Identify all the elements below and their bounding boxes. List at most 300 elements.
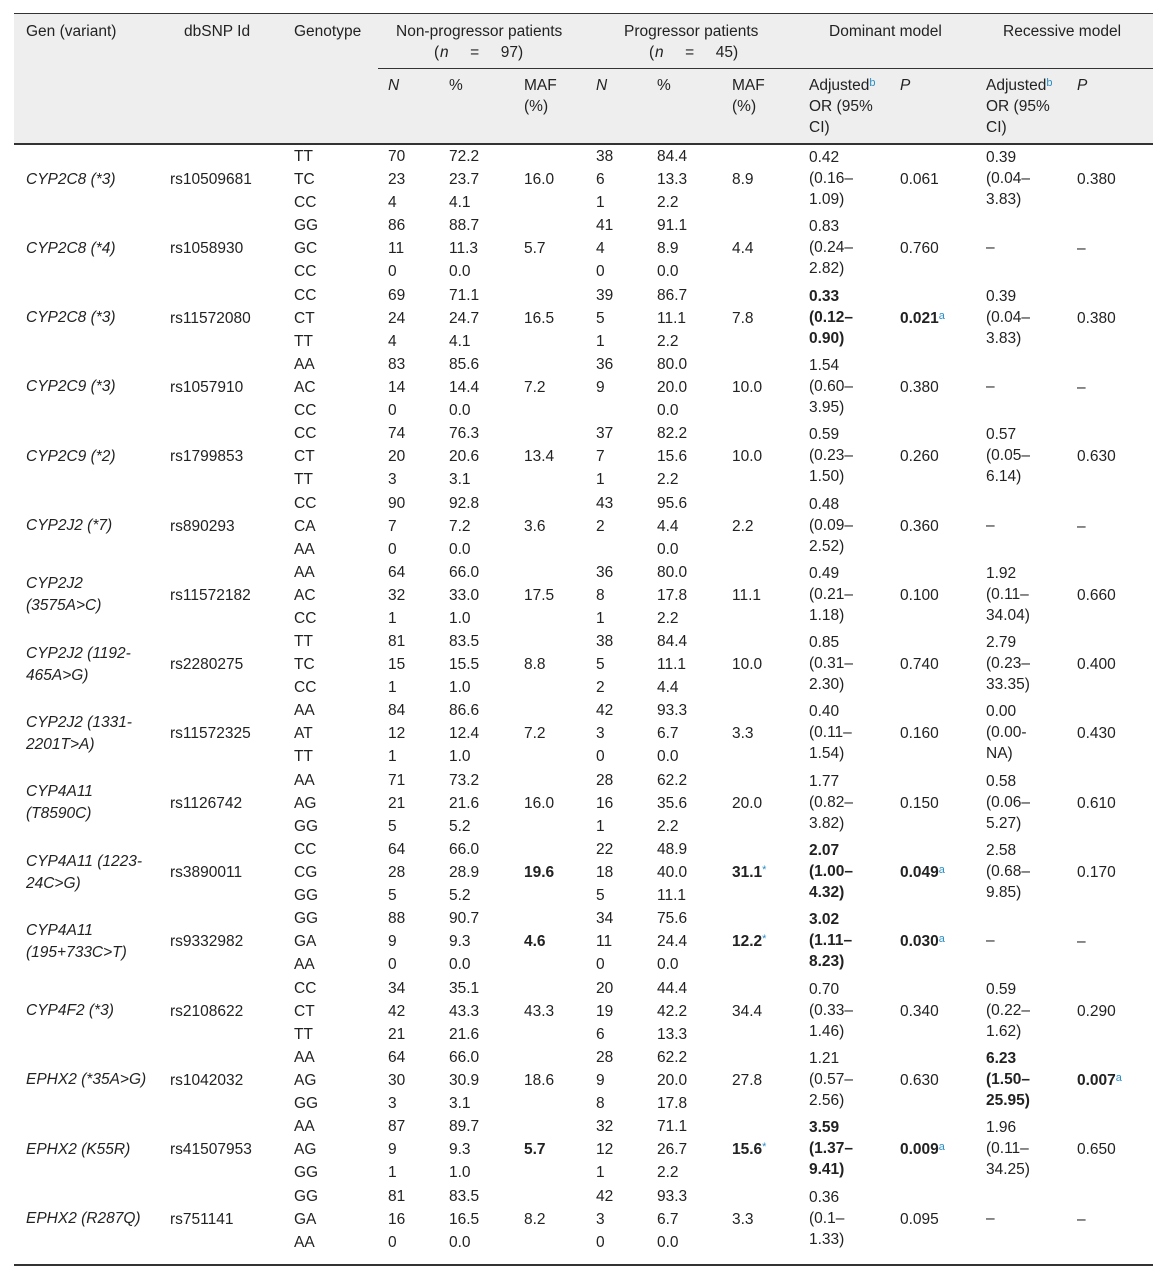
dominant-or: 8.23) — [809, 953, 845, 971]
cell-g: CC — [294, 194, 317, 211]
dominant-or: (0.1– — [809, 1209, 845, 1227]
top-rule — [14, 13, 1153, 14]
maf-prog — [732, 168, 754, 191]
recessive-p — [1077, 1208, 1086, 1231]
cell-nN: 23 — [388, 171, 406, 188]
table-row — [0, 769, 1153, 838]
recessive-p — [1077, 792, 1116, 815]
cell-nP: 0.0 — [449, 1233, 471, 1251]
maf-nonprog — [524, 445, 554, 468]
table-row — [0, 1185, 1153, 1254]
maf-prog-value: 34.4 — [732, 1002, 763, 1020]
recessive-p-value: 0.650 — [1077, 1141, 1116, 1159]
cell-nN: 4 — [388, 194, 397, 211]
cell-pN: 36 — [596, 563, 614, 581]
cell-g: CC — [294, 841, 317, 858]
gene-variant: CYP2C9 (*3) — [26, 378, 116, 396]
cell-nP: 5.2 — [449, 887, 471, 904]
dominant-or: 0.83 — [809, 218, 840, 236]
recessive-p-value: 0.400 — [1077, 656, 1116, 674]
maf-nonprog — [524, 861, 554, 884]
cell-pP: 2.2 — [657, 471, 679, 489]
col-dom-p: P — [900, 77, 911, 94]
cell-pP: 17.8 — [657, 586, 688, 604]
dominant-or: 2.56) — [809, 1091, 845, 1109]
cell-pN: 1 — [596, 194, 605, 211]
adj-label: Adjusted — [986, 77, 1047, 94]
cell-pP: 35.6 — [657, 794, 688, 812]
maf-nonprog — [524, 584, 554, 607]
dominant-or: (0.60– — [809, 377, 853, 395]
cell-pN: 6 — [596, 171, 605, 188]
cell-g: GG — [294, 910, 319, 928]
cell-nP: 66.0 — [449, 1048, 480, 1066]
cell-nN: 3 — [388, 1094, 397, 1112]
dominant-p-value: 0.095 — [900, 1210, 939, 1228]
maf-prog-value: 10.0 — [732, 656, 763, 674]
gene-variant: CYP4A11 (195+733C>T) — [26, 921, 127, 961]
maf-prog — [732, 515, 754, 538]
dominant-p-value: 0.160 — [900, 725, 939, 743]
cell-nP: 76.3 — [449, 425, 480, 443]
recessive-or: (0.68– — [986, 863, 1030, 880]
maf-prog — [732, 1000, 762, 1023]
footnote-star: * — [762, 1141, 767, 1154]
cell-nP: 92.8 — [449, 494, 480, 512]
cell-pN: 38 — [596, 148, 614, 165]
cell-g: GA — [294, 1210, 317, 1228]
dbsnp-id: rs751141 — [170, 1210, 234, 1228]
cell-nN: 74 — [388, 425, 406, 443]
dominant-or: 0.70 — [809, 980, 840, 998]
dominant-or: 1.54 — [809, 356, 840, 374]
cell-pN: 0 — [596, 263, 605, 281]
dominant-or: 1.09) — [809, 191, 845, 208]
cell-g: AC — [294, 586, 316, 604]
recessive-or: – — [986, 1209, 995, 1227]
col-rec-or-3: CI) — [986, 119, 1007, 136]
recessive-or: 0.39 — [986, 149, 1017, 166]
cell-pP: 0.0 — [657, 956, 679, 974]
cell-nP: 28.9 — [449, 864, 480, 881]
col-maf-prog-unit: (%) — [732, 98, 757, 115]
col-dom-or — [809, 75, 875, 96]
dominant-p — [900, 168, 939, 191]
cell-pP: 2.2 — [657, 194, 679, 211]
cell-pN: 1 — [596, 1164, 605, 1182]
cell-nP: 11.3 — [449, 240, 479, 258]
gene-variant: CYP2C8 (*3) — [26, 170, 116, 188]
cell-pP: 13.3 — [657, 171, 688, 188]
cell-pN: 18 — [596, 864, 614, 881]
cell-nP: 24.7 — [449, 309, 480, 327]
cell-pP: 0.0 — [657, 1233, 679, 1251]
cell-nP: 3.1 — [449, 471, 471, 489]
table-row — [0, 353, 1153, 422]
n-value: 45 — [715, 44, 734, 61]
n-label: n — [440, 44, 449, 61]
n-equals: = — [470, 44, 480, 61]
maf-prog — [732, 1208, 754, 1231]
cell-g: CT — [294, 448, 315, 466]
col-rec-p: P — [1077, 77, 1088, 94]
cell-pP: 0.0 — [657, 748, 679, 766]
table-row — [0, 977, 1153, 1046]
cell-g: CC — [294, 401, 317, 419]
cell-pP: 24.4 — [657, 933, 688, 951]
footnote-b: b — [1046, 77, 1053, 89]
cell-nP: 0.0 — [449, 401, 471, 419]
dominant-p — [900, 584, 939, 607]
cell-pP: 84.4 — [657, 148, 688, 165]
maf-prog-value: 31.1 — [732, 864, 763, 881]
cell-g: AA — [294, 1233, 315, 1251]
cell-g: GA — [294, 933, 317, 951]
maf-nonprog-value: 4.6 — [524, 933, 546, 951]
cell-g: CT — [294, 309, 315, 327]
dominant-or: 0.59 — [809, 426, 840, 444]
maf-nonprog — [524, 1208, 546, 1231]
dominant-p — [900, 930, 945, 953]
dominant-or: 0.85 — [809, 634, 840, 652]
maf-prog — [732, 376, 762, 399]
gene-variant: EPHX2 (R287Q) — [26, 1210, 141, 1227]
dbsnp-id: rs10509681 — [170, 171, 252, 188]
cell-pP: 71.1 — [657, 1118, 688, 1136]
cell-nP: 72.2 — [449, 148, 480, 165]
table-row — [0, 1046, 1153, 1115]
cell-pP: 2.2 — [657, 1164, 679, 1182]
cell-pN: 42 — [596, 1187, 614, 1205]
dominant-or: 2.30) — [809, 676, 845, 694]
cell-nN: 20 — [388, 448, 406, 466]
dominant-or: 1.77 — [809, 772, 840, 790]
dominant-p-value: 0.260 — [900, 448, 939, 466]
dominant-p-value: 0.630 — [900, 1071, 939, 1089]
maf-nonprog-value: 8.2 — [524, 1210, 546, 1228]
cell-pP: 48.9 — [657, 841, 688, 858]
recessive-or: 33.35) — [986, 676, 1030, 694]
cell-nN: 32 — [388, 586, 406, 604]
cell-g: CC — [294, 609, 317, 627]
cell-nP: 43.3 — [449, 1002, 480, 1020]
footnote-a: a — [938, 309, 945, 322]
recessive-p-value: 0.630 — [1077, 448, 1116, 466]
dominant-p-value: 0.021 — [900, 309, 939, 327]
cell-nN: 0 — [388, 401, 397, 419]
footnote-a: a — [938, 864, 945, 876]
recessive-or: 2.58 — [986, 842, 1017, 859]
dominant-or: (0.31– — [809, 655, 853, 673]
cell-nP: 0.0 — [449, 540, 471, 558]
cell-pN: 11 — [596, 933, 613, 951]
dominant-or: 3.02 — [809, 911, 840, 929]
cell-pN: 5 — [596, 309, 605, 327]
footnote-b: b — [869, 77, 876, 89]
cell-pP: 2.2 — [657, 817, 679, 835]
cell-pP: 20.0 — [657, 1071, 688, 1089]
gene-variant: CYP2J2 (1331-2201T>A) — [26, 713, 132, 753]
cell-g: AC — [294, 378, 316, 396]
recessive-or: 1.92 — [986, 564, 1017, 582]
cell-pP: 6.7 — [657, 725, 679, 743]
col-non-progressor: Non-progressor patients — [396, 23, 563, 40]
maf-prog-value: 3.3 — [732, 1210, 754, 1228]
cell-pP: 44.4 — [657, 979, 688, 997]
recessive-p — [1077, 1138, 1116, 1161]
recessive-or: 5.27) — [986, 814, 1022, 832]
cell-pN: 41 — [596, 217, 614, 235]
cell-nN: 4 — [388, 332, 397, 350]
recessive-or: (1.50– — [986, 1070, 1030, 1088]
cell-g: CC — [294, 425, 317, 443]
recessive-or: – — [986, 516, 995, 534]
maf-prog — [732, 1069, 762, 1092]
col-maf-prog: MAF — [732, 77, 765, 94]
recessive-p-value: – — [1077, 1210, 1086, 1228]
recessive-p-value: 0.380 — [1077, 309, 1116, 327]
dominant-or: 2.82) — [809, 260, 845, 278]
cell-pP: 17.8 — [657, 1094, 688, 1112]
non-progressor-n: n = 97) — [440, 44, 524, 61]
cell-g: GG — [294, 817, 319, 835]
cell-nP: 20.6 — [449, 448, 480, 466]
cell-g: GG — [294, 887, 319, 904]
cell-nN: 12 — [388, 725, 406, 743]
recessive-p-value: 0.007 — [1077, 1071, 1116, 1089]
recessive-p — [1077, 722, 1116, 745]
recessive-or: (0.04– — [986, 170, 1030, 187]
col-recessive-model: Recessive model — [1003, 23, 1122, 40]
cell-nN: 81 — [388, 633, 406, 651]
dominant-or: 0.40 — [809, 703, 840, 721]
cell-nP: 86.6 — [449, 702, 480, 720]
cell-g: CC — [294, 494, 317, 512]
cell-pN: 1 — [596, 609, 605, 627]
dominant-or: (0.57– — [809, 1070, 853, 1088]
maf-nonprog — [524, 653, 546, 676]
recessive-p — [1077, 653, 1116, 676]
cell-nN: 0 — [388, 263, 397, 281]
footnote-a: a — [938, 1141, 945, 1154]
dominant-or: 4.32) — [809, 884, 845, 901]
cell-nP: 30.9 — [449, 1071, 480, 1089]
maf-prog-value: 4.4 — [732, 240, 754, 258]
cell-nN: 14 — [388, 378, 406, 396]
cell-nP: 1.0 — [449, 1164, 471, 1182]
col-maf-nonprog-unit: (%) — [524, 98, 549, 115]
recessive-or: 34.04) — [986, 606, 1030, 624]
cell-pN: 43 — [596, 494, 614, 512]
dbsnp-id: rs41507953 — [170, 1141, 252, 1159]
cell-nP: 9.3 — [449, 1141, 471, 1159]
gene-variant: CYP4F2 (*3) — [26, 1002, 114, 1020]
cell-pN: 36 — [596, 355, 614, 373]
dominant-or: 0.49 — [809, 564, 840, 582]
cell-nP: 0.0 — [449, 956, 471, 974]
col-genotype: Genotype — [294, 23, 362, 40]
dominant-or: (0.21– — [809, 585, 853, 603]
recessive-or: – — [986, 932, 995, 950]
cell-g: AG — [294, 794, 317, 812]
dominant-p — [900, 1208, 939, 1231]
maf-nonprog-value: 19.6 — [524, 864, 555, 881]
cell-nP: 1.0 — [449, 748, 471, 766]
dominant-or: 9.41) — [809, 1161, 845, 1179]
maf-prog-value: 27.8 — [732, 1071, 763, 1089]
recessive-p — [1077, 930, 1086, 953]
recessive-p — [1077, 168, 1116, 191]
dominant-or: 1.50) — [809, 468, 845, 486]
cell-nN: 15 — [388, 656, 406, 674]
cell-g: AA — [294, 1118, 315, 1136]
cell-nN: 84 — [388, 702, 406, 720]
cell-nN: 64 — [388, 841, 406, 858]
gene-variant: CYP2C8 (*4) — [26, 239, 116, 257]
cell-nN: 11 — [388, 240, 405, 258]
table-row — [0, 838, 1153, 907]
cell-pP: 15.6 — [657, 448, 688, 466]
dominant-p — [900, 237, 939, 260]
cell-nN: 70 — [388, 148, 406, 165]
dbsnp-id: rs890293 — [170, 517, 235, 535]
cell-pN: 9 — [596, 1071, 605, 1089]
col-pct-prog: % — [657, 77, 671, 94]
dbsnp-id: rs2108622 — [170, 1002, 244, 1020]
maf-nonprog-value: 8.8 — [524, 656, 546, 674]
cell-nP: 89.7 — [449, 1118, 480, 1136]
dominant-p — [900, 1138, 945, 1161]
maf-nonprog — [524, 792, 554, 815]
cell-nP: 83.5 — [449, 1187, 480, 1205]
cell-nP: 0.0 — [449, 263, 471, 281]
cell-nN: 1 — [388, 679, 397, 697]
table-row — [0, 214, 1153, 283]
dominant-or: 1.54) — [809, 745, 845, 763]
cell-nN: 5 — [388, 817, 397, 835]
recessive-or: (0.11– — [986, 585, 1029, 603]
dominant-p — [900, 1000, 939, 1023]
cell-pP: 62.2 — [657, 1048, 688, 1066]
col-n-prog: N — [596, 77, 608, 94]
maf-prog — [732, 861, 766, 884]
cell-pN: 5 — [596, 656, 605, 674]
maf-prog — [732, 792, 762, 815]
maf-prog — [732, 307, 754, 330]
cell-nN: 87 — [388, 1118, 406, 1136]
cell-pP: 40.0 — [657, 864, 688, 881]
cell-g: GC — [294, 240, 318, 258]
paren-open: ( — [649, 44, 655, 61]
dbsnp-id: rs1799853 — [170, 448, 244, 466]
gene-variant: CYP2J2 (*7) — [26, 517, 113, 534]
cell-nP: 21.6 — [449, 794, 480, 812]
cell-g: AA — [294, 771, 315, 789]
cell-pN: 1 — [596, 817, 605, 835]
cell-pP: 95.6 — [657, 494, 688, 512]
dominant-p — [900, 653, 939, 676]
maf-prog — [732, 445, 762, 468]
progressor-n: n = 45) — [655, 44, 739, 61]
maf-nonprog — [524, 1069, 554, 1092]
cell-nP: 33.0 — [449, 586, 480, 604]
cell-nN: 30 — [388, 1071, 406, 1089]
cell-g: GG — [294, 217, 319, 235]
cell-pN: 0 — [596, 956, 605, 974]
cell-pN: 6 — [596, 1025, 605, 1043]
dominant-p — [900, 1069, 939, 1092]
cell-nP: 16.5 — [449, 1210, 480, 1228]
recessive-p-value: 0.610 — [1077, 794, 1116, 812]
cell-g: TC — [294, 656, 315, 674]
cell-nN: 69 — [388, 286, 406, 304]
bottom-rule — [14, 1264, 1153, 1266]
cell-nP: 7.2 — [449, 517, 471, 535]
maf-prog-value: 20.0 — [732, 794, 763, 812]
maf-nonprog — [524, 376, 546, 399]
dominant-or: (0.23– — [809, 447, 853, 465]
dominant-or: 1.33) — [809, 1230, 845, 1248]
cell-pP: 11.1 — [657, 656, 687, 674]
dominant-p-value: 0.150 — [900, 794, 939, 812]
maf-prog-value: 10.0 — [732, 448, 763, 466]
maf-prog — [732, 653, 762, 676]
recessive-or: – — [986, 239, 995, 257]
table-row — [0, 561, 1153, 630]
col-n-nonprog: N — [388, 77, 400, 94]
maf-nonprog-value: 7.2 — [524, 725, 546, 743]
cell-pN: 38 — [596, 633, 614, 651]
recessive-or: NA) — [986, 745, 1013, 763]
recessive-or: 0.00 — [986, 703, 1017, 721]
col-dbsnp: dbSNP Id — [184, 23, 251, 40]
table-row — [0, 492, 1153, 561]
cell-pN: 7 — [596, 448, 605, 466]
recessive-p-value: 0.430 — [1077, 725, 1116, 743]
table-row — [0, 630, 1153, 699]
cell-nN: 64 — [388, 563, 406, 581]
dominant-or: 0.36 — [809, 1188, 840, 1206]
recessive-p-value: – — [1077, 240, 1086, 258]
cell-pP: 13.3 — [657, 1025, 688, 1043]
cell-pP: 80.0 — [657, 563, 688, 581]
cell-pP: 75.6 — [657, 910, 688, 928]
cell-pP: 0.0 — [657, 401, 679, 419]
cell-pN: 28 — [596, 771, 614, 789]
table-row — [0, 422, 1153, 491]
cell-nN: 1 — [388, 748, 397, 766]
n-value: 97 — [500, 44, 519, 61]
cell-pP: 2.2 — [657, 609, 679, 627]
dominant-p — [900, 722, 939, 745]
cell-nP: 85.6 — [449, 355, 480, 373]
cell-nP: 4.1 — [449, 194, 471, 211]
dominant-or: 2.52) — [809, 537, 845, 555]
recessive-or: (0.06– — [986, 793, 1030, 811]
cell-pN: 0 — [596, 1233, 605, 1251]
cell-pP: 6.7 — [657, 1210, 679, 1228]
col-dom-or-3: CI) — [809, 119, 830, 136]
cell-nN: 64 — [388, 1048, 406, 1066]
recessive-or: (0.11– — [986, 1140, 1029, 1158]
maf-nonprog-value: 7.2 — [524, 378, 546, 396]
cell-pN: 1 — [596, 471, 605, 489]
maf-nonprog — [524, 515, 546, 538]
maf-nonprog — [524, 930, 546, 953]
cell-pP: 84.4 — [657, 633, 688, 651]
dominant-p-value: 0.380 — [900, 378, 939, 396]
maf-nonprog-value: 13.4 — [524, 448, 555, 466]
